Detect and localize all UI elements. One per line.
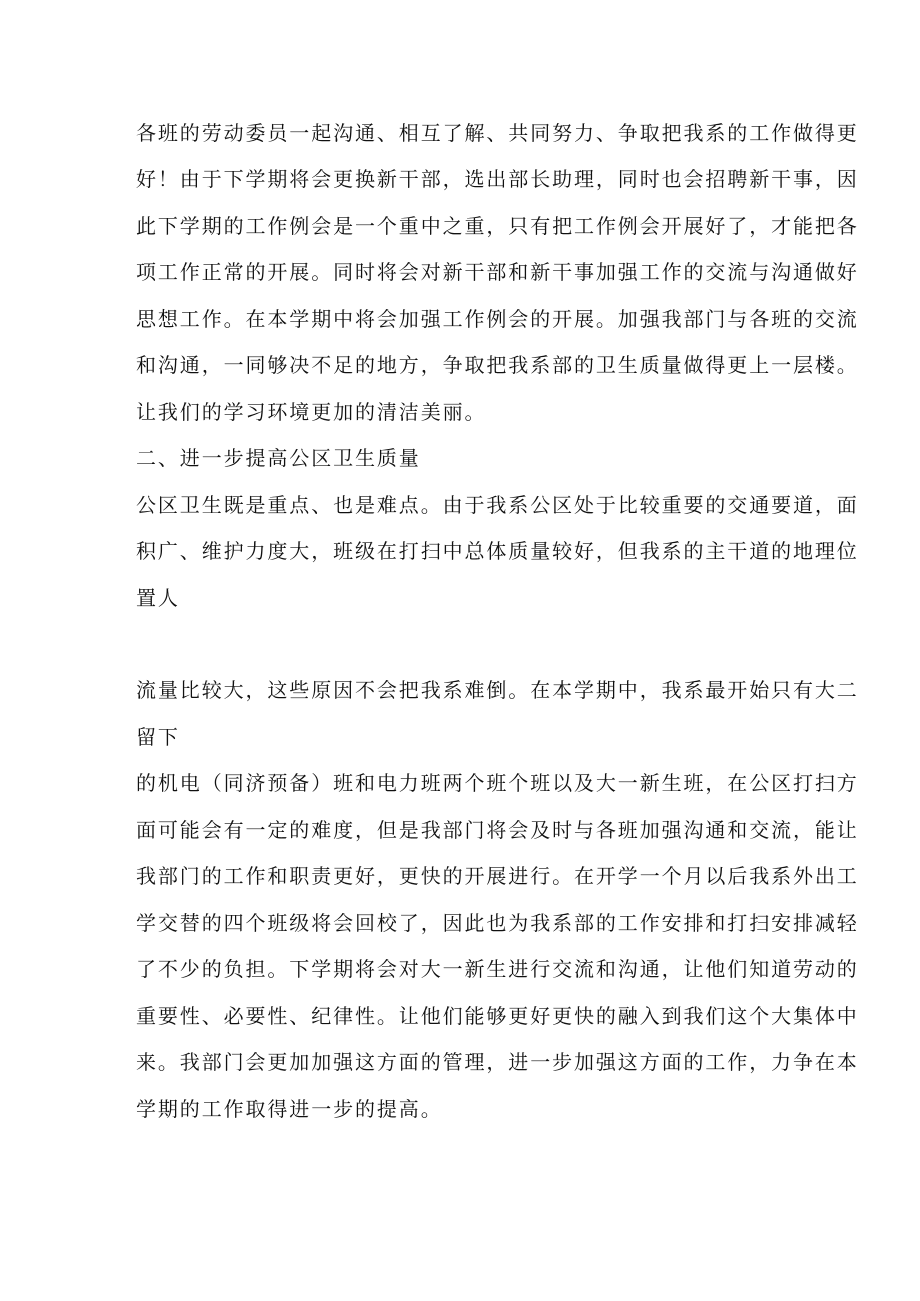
paragraph-line: 学交替的四个班级将会回校了，因此也为我系部的工作安排和打扫安排减轻 [136, 911, 859, 935]
paragraph-line: 的机电（同济预备）班和电力班两个班个班以及大一新生班，在公区打扫方 [136, 771, 859, 795]
paragraph-line: 让我们的学习环境更加的清洁美丽。 [136, 400, 487, 424]
paragraph-line: 来。我部门会更加加强这方面的管理，进一步加强这方面的工作，力争在本 [136, 1050, 859, 1074]
paragraph-line: 置人 [136, 586, 180, 610]
paragraph-line: 此下学期的工作例会是一个重中之重，只有把工作例会开展好了，才能把各 [136, 214, 859, 238]
paragraph-line: 各班的劳动委员一起沟通、相互了解、共同努力、争取把我系的工作做得更 [136, 121, 859, 145]
paragraph-line: 公区卫生既是重点、也是难点。由于我系公区处于比较重要的交通要道，面 [136, 493, 859, 517]
section-heading: 二、进一步提高公区卫生质量 [136, 446, 421, 470]
paragraph-line: 和沟通，一同够决不足的地方，争取把我系部的卫生质量做得更上一层楼。 [136, 353, 859, 377]
paragraph-line: 留下 [136, 725, 180, 749]
paragraph-line: 思想工作。在本学期中将会加强工作例会的开展。加强我部门与各班的交流 [136, 307, 859, 331]
paragraph-line: 项工作正常的开展。同时将会对新干部和新干事加强工作的交流与沟通做好 [136, 260, 859, 284]
paragraph-line: 重要性、必要性、纪律性。让他们能够更好更快的融入到我们这个大集体中 [136, 1004, 859, 1028]
paragraph-line: 学期的工作取得进一步的提高。 [136, 1097, 443, 1121]
paragraph-line: 我部门的工作和职责更好，更快的开展进行。在开学一个月以后我系外出工 [136, 864, 859, 888]
paragraph-line: 流量比较大，这些原因不会把我系难倒。在本学期中，我系最开始只有大二 [136, 678, 859, 702]
paragraph-line: 了不少的负担。下学期将会对大一新生进行交流和沟通，让他们知道劳动的 [136, 957, 859, 981]
paragraph-line: 好！由于下学期将会更换新干部，选出部长助理，同时也会招聘新干事，因 [136, 167, 859, 191]
paragraph-line: 积广、维护力度大，班级在打扫中总体质量较好，但我系的主干道的地理位 [136, 539, 859, 563]
paragraph-line: 面可能会有一定的难度，但是我部门将会及时与各班加强沟通和交流，能让 [136, 818, 859, 842]
